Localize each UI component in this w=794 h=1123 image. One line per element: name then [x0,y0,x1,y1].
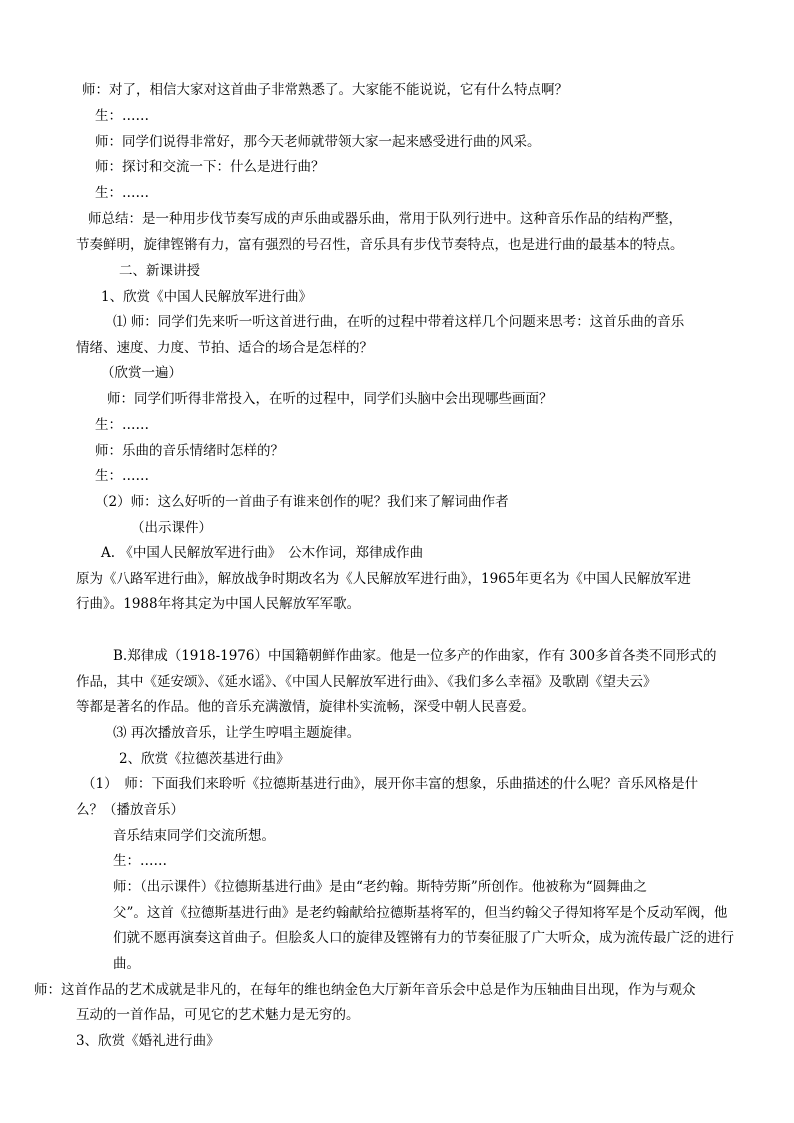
text-line: 行曲》。1988年将其定为中国人民解放军军歌。 [76,596,361,612]
text-line: 师：对了，相信大家对这首曲子非常熟悉了。大家能不能说说，它有什么特点啊？ [82,82,568,98]
text-line: （欣赏一遍） [101,365,182,381]
text-line: 师：同学们说得非常好，那今天老师就带领大家一起来感受进行曲的风采。 [95,134,541,150]
text-line: （出示课件） [131,520,212,536]
text-line: （1） 师：下面我们来聆听《拉德斯基进行曲》，展开你丰富的想象，乐曲描述的什么呢？音乐风格是什 [82,776,699,792]
text-line: 师：探讨和交流一下：什么是进行曲？ [95,159,325,175]
text-line: 互动的一首作品，可见它的艺术魅力是无穷的。 [76,1007,360,1023]
text-line: 曲。 [113,956,140,972]
text-line: 们就不愿再演奏这首曲子。但脍炙人口的旋律及铿锵有力的节奏征服了广大听众，成为流传最广泛的进行 [113,930,734,946]
text-line: （2）师：这么好听的一首曲子有谁来创作的呢？我们来了解词曲作者 [95,494,509,510]
text-line: 情绪、速度、力度、节拍、适合的场合是怎样的？ [76,340,373,356]
section-heading: 二、新课讲授 [119,263,200,279]
text-line: 父”。这首《拉德斯基进行曲》是老约翰献给拉德斯基将军的，但当约翰父子得知将军是个反动军阀，他 [113,905,728,921]
text-line: 师：（出示课件）《拉德斯基进行曲》是由“老约翰。斯特劳斯”所创作。他被称为“圆舞曲之 [113,879,647,895]
text-line: 师：同学们听得非常投入，在听的过程中，同学们头脑中会出现哪些画面？ [107,391,553,407]
text-line: A. 《中国人民解放军进行曲》 公木作词，郑律成作曲 [101,545,424,561]
text-line: 原为《八路军进行曲》，解放战争时期改名为《人民解放军进行曲》，1965年更名为《中国人民解放军进 [76,571,691,587]
text-line: 么？（播放音乐） [76,802,184,818]
text-line: B.郑律成（1918-1976）中国籍朝鲜作曲家。他是一位多产的作曲家，作有 300多首各类不同形式的 [113,648,717,664]
text-line: 生：…… [95,468,149,484]
subsection-heading: 1、欣赏《中国人民解放军进行曲》 [101,289,313,305]
text-line: 作品，其中《延安颂》、《延水谣》、《中国人民解放军进行曲》、《我们多么幸福》及歌剧《望夫云》 [76,674,657,690]
text-line: ⑴ 师：同学们先来听一听这首进行曲，在听的过程中带着这样几个问题来思考：这首乐曲的音乐 [113,314,685,330]
text-line: 师：乐曲的音乐情绪时怎样的？ [95,443,284,459]
text-line: 生：…… [95,417,149,433]
text-line: 生：…… [113,853,167,869]
text-line: 生：…… [95,108,149,124]
subsection-heading: 2、欣赏《拉德茨基进行曲》 [119,751,290,767]
text-line: 等都是著名的作品。他的音乐充满激情，旋律朴实流畅，深受中朝人民喜爱。 [76,699,535,715]
text-line: 师总结：是一种用步伐节奏写成的声乐曲或器乐曲，常用于队列行进中。这种音乐作品的结构严整， [88,211,682,227]
text-line: 师：这首作品的艺术成就是非凡的，在每年的维也纳金色大厅新年音乐会中总是作为压轴曲目出现，作为与观众 [34,982,696,998]
text-line: 音乐结束同学们交流所想。 [113,828,275,844]
text-line: 生：…… [95,185,149,201]
subsection-heading: 3、欣赏《婚礼进行曲》 [76,1033,220,1049]
text-line: ⑶ 再次播放音乐，让学生哼唱主题旋律。 [113,725,361,741]
text-line: 节奏鲜明，旋律铿锵有力，富有强烈的号召性，音乐具有步伐节奏特点，也是进行曲的最基本的特点。 [76,237,684,253]
